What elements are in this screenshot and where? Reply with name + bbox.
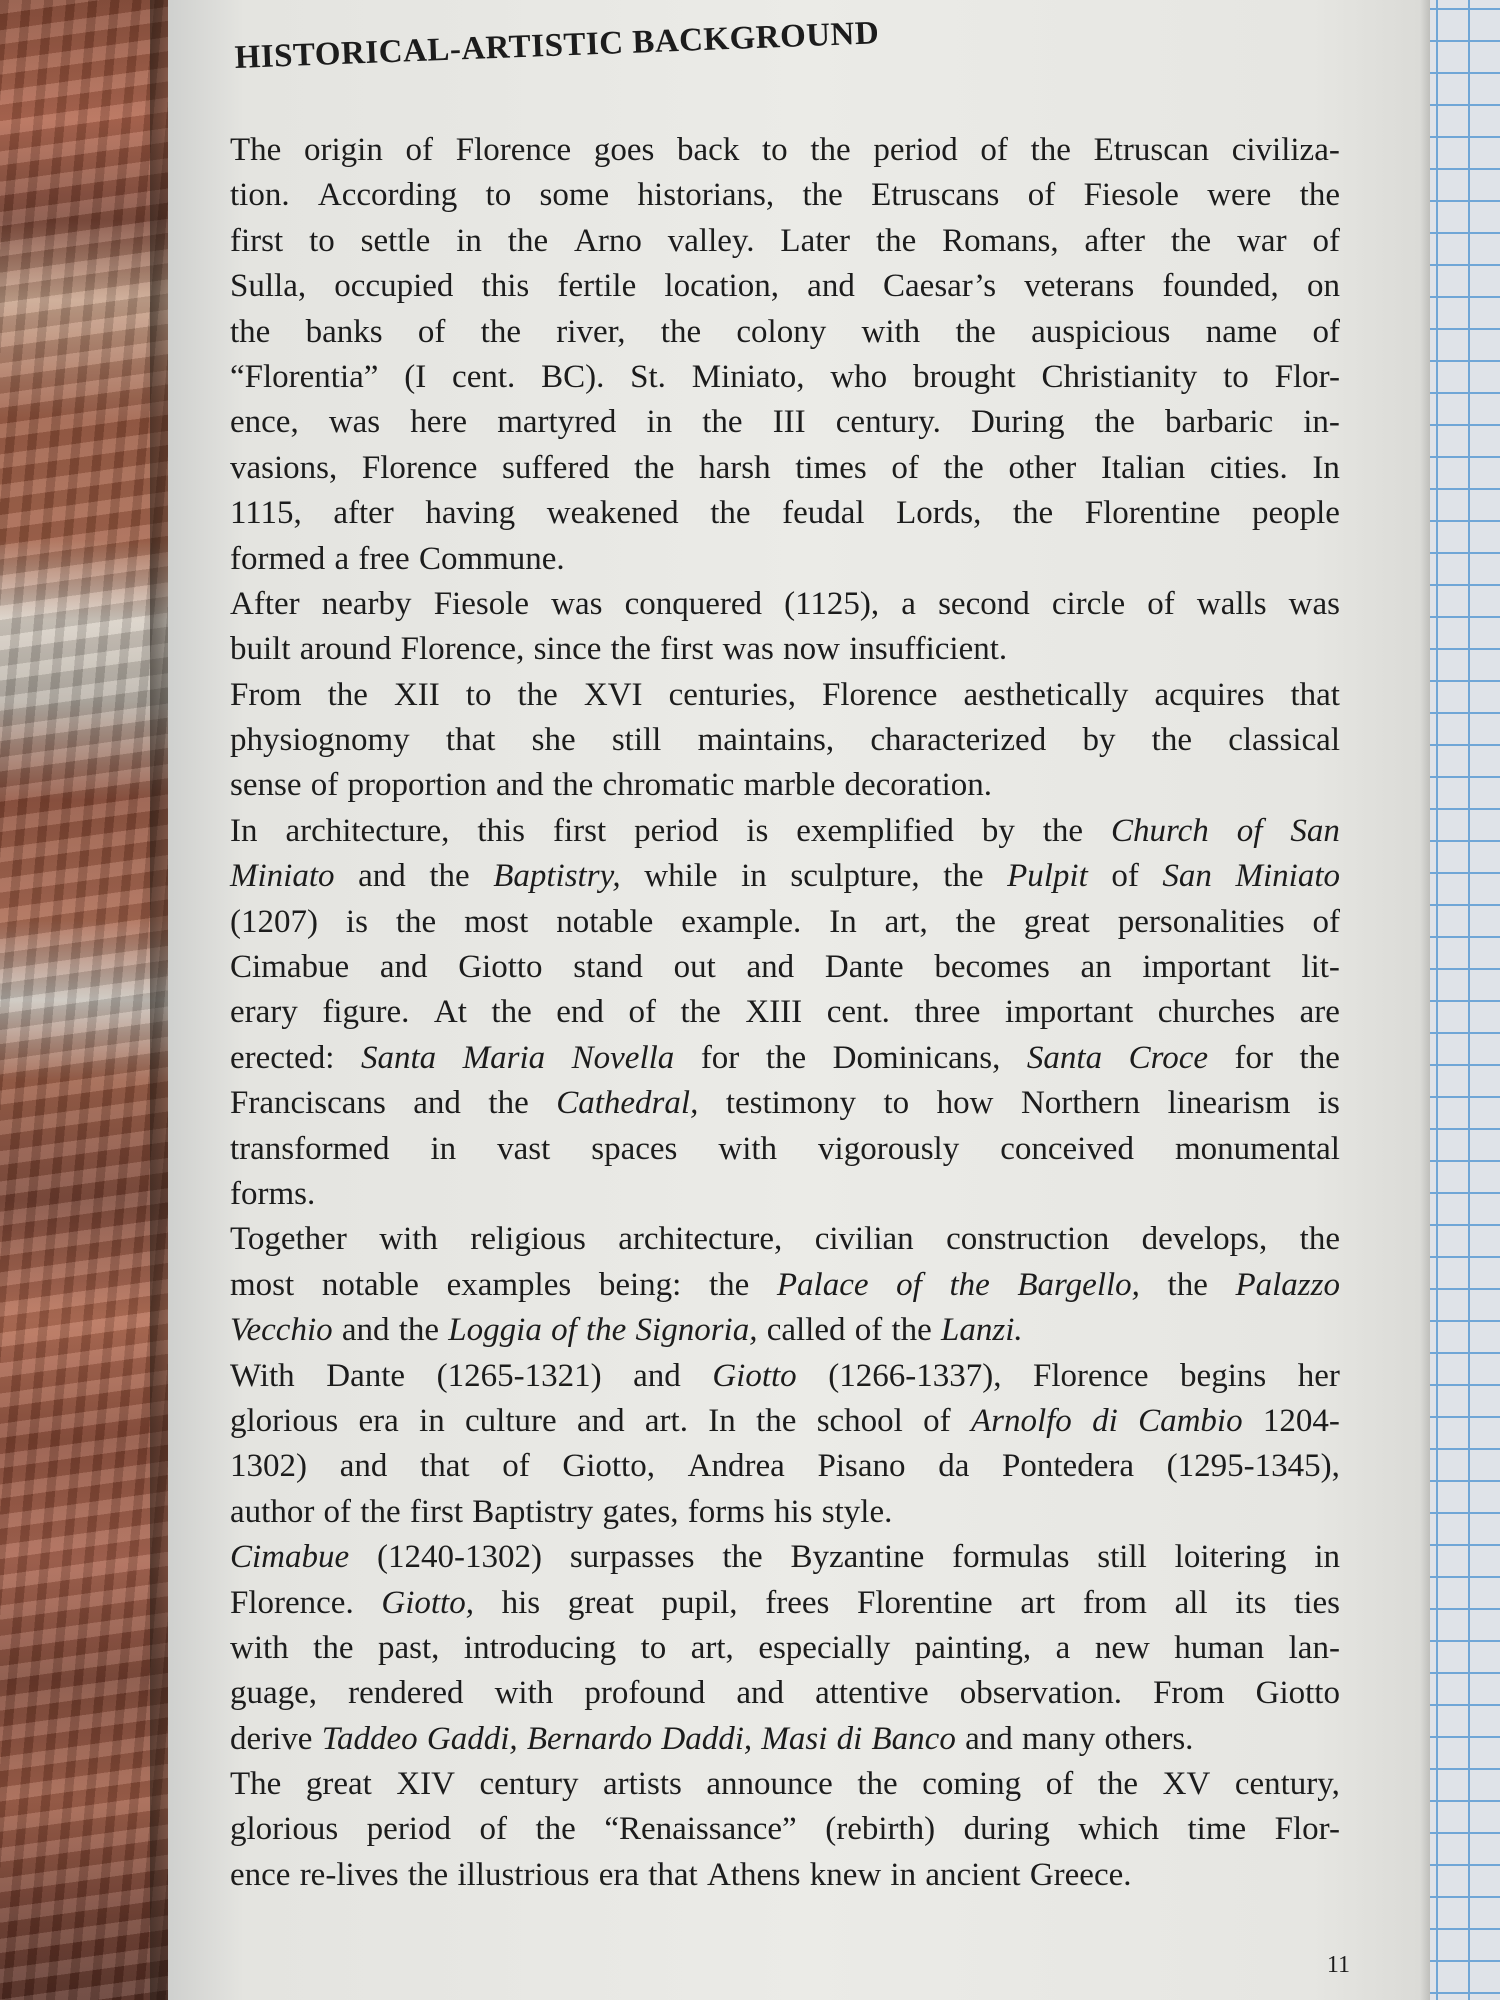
book-page xyxy=(168,0,1438,2000)
text-line: Florence. Giotto, his great pupil, frees Florentine art from all its ties xyxy=(230,1584,1340,1621)
paragraph xyxy=(230,582,1340,673)
text-line: 1115, after having weakened the feudal Lords, the Florentine people xyxy=(230,495,1340,532)
text-line: tion. According to some historians, the Etruscans of Fiesole were the xyxy=(230,177,1340,214)
text-line: After nearby Fiesole was conquered (1125), a second circle of walls was xyxy=(230,585,1340,622)
text-line: formed a free Commune. xyxy=(230,540,565,577)
text-line: With Dante (1265-1321) and Giotto (1266-1337), Florence begins her xyxy=(230,1357,1340,1394)
body-text xyxy=(230,128,1340,1898)
text-line: From the XII to the XVI centuries, Florence aesthetically acquires that xyxy=(230,676,1340,713)
paragraph xyxy=(230,673,1340,809)
text-line: ence, was here martyred in the III century. During the barbaric in- xyxy=(230,404,1340,441)
text-line: (1207) is the most notable example. In art, the great personalities of xyxy=(230,903,1340,940)
text-line: author of the first Baptistry gates, forms his style. xyxy=(230,1493,893,1530)
text-line: erected: Santa Maria Novella for the Dominicans, Santa Croce for the xyxy=(230,1039,1340,1076)
text-line: forms. xyxy=(230,1175,316,1212)
text-line: sense of proportion and the chromatic marble decoration. xyxy=(230,767,993,804)
text-line: Together with religious architecture, civilian construction develops, the xyxy=(230,1221,1340,1258)
page-number: 11 xyxy=(1326,1952,1350,1978)
text-line: In architecture, this first period is exemplified by the Church of San xyxy=(230,812,1340,849)
text-line: “Florentia” (I cent. BC). St. Miniato, who brought Christianity to Flor- xyxy=(230,358,1340,395)
text-line: The great XIV century artists announce the coming of the XV century, xyxy=(230,1766,1340,1803)
text-line: guage, rendered with profound and attentive observation. From Giotto xyxy=(230,1675,1340,1712)
text-line: derive Taddeo Gaddi, Bernardo Daddi, Masi di Banco and many others. xyxy=(230,1720,1194,1757)
facing-page-aerial-photo xyxy=(0,0,168,2000)
text-line: 1302) and that of Giotto, Andrea Pisano da Pontedera (1295-1345), xyxy=(230,1448,1340,1485)
text-line: Cimabue and Giotto stand out and Dante becomes an important lit- xyxy=(230,949,1340,986)
text-line: first to settle in the Arno valley. Later the Romans, after the war of xyxy=(230,222,1340,259)
paragraph xyxy=(230,1762,1340,1898)
paragraph xyxy=(230,809,1340,1218)
paragraph xyxy=(230,1535,1340,1762)
text-line: glorious period of the “Renaissance” (rebirth) during which time Flor- xyxy=(230,1811,1340,1848)
paragraph xyxy=(230,128,1340,582)
text-line: built around Florence, since the first was now insufficient. xyxy=(230,631,1008,668)
grid-paper-background xyxy=(1430,0,1500,2000)
text-line: physiognomy that she still maintains, characterized by the classical xyxy=(230,722,1340,759)
text-line: glorious era in culture and art. In the school of Arnolfo di Cambio 1204- xyxy=(230,1402,1340,1439)
paragraph xyxy=(230,1354,1340,1536)
paragraph xyxy=(230,1217,1340,1353)
text-line: The origin of Florence goes back to the period of the Etruscan civiliza- xyxy=(230,132,1340,168)
text-line: vasions, Florence suffered the harsh times of the other Italian cities. In xyxy=(230,449,1340,486)
text-line: Cimabue (1240-1302) surpasses the Byzantine formulas still loitering in xyxy=(230,1539,1340,1576)
text-line: with the past, introducing to art, especially painting, a new human lan- xyxy=(230,1629,1340,1666)
page-title: HISTORICAL-ARTISTIC BACKGROUND xyxy=(234,15,880,76)
text-line: Vecchio and the Loggia of the Signoria, called of the Lanzi. xyxy=(230,1312,1023,1349)
text-line: Sulla, occupied this fertile location, and Caesar’s veterans founded, on xyxy=(230,268,1340,305)
text-line: ence re-lives the illustrious era that Athens knew in ancient Greece. xyxy=(230,1856,1132,1893)
text-line: Franciscans and the Cathedral, testimony to how Northern linearism is xyxy=(230,1085,1340,1122)
text-line: most notable examples being: the Palace of the Bargello, the Palazzo xyxy=(230,1266,1340,1303)
text-line: Miniato and the Baptistry, while in sculpture, the Pulpit of San Miniato xyxy=(230,858,1340,895)
text-line: transformed in vast spaces with vigorously conceived monumental xyxy=(230,1130,1340,1167)
text-line: the banks of the river, the colony with the auspicious name of xyxy=(230,313,1340,350)
text-line: erary figure. At the end of the XIII cent. three important churches are xyxy=(230,994,1340,1031)
